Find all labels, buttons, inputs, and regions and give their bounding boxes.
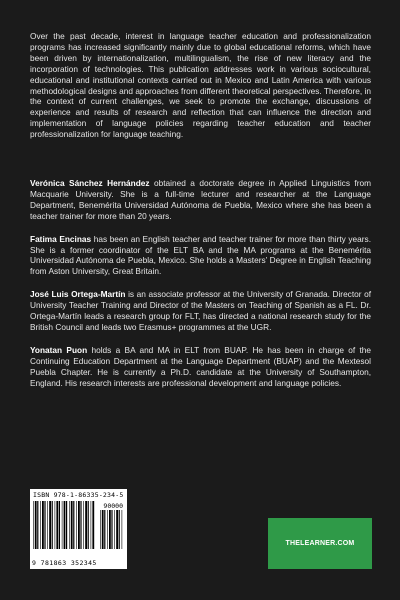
barcode-bars [33,501,95,559]
isbn-barcode [30,489,127,569]
author-bios [30,178,371,401]
barcode-bar [69,501,70,549]
isbn-label: ISBN 978-1-86335-234-5 [33,491,124,499]
barcode-bar [73,501,74,549]
publisher-website: THELEARNER.COM [285,540,355,547]
barcode-bar [119,510,120,549]
barcode-bar [62,501,63,549]
barcode-bar [100,510,101,549]
barcode-bar [71,501,73,549]
barcode-bar [56,501,58,549]
barcode-bar [102,510,104,549]
barcode-bar [116,510,118,549]
barcode-bar [107,510,108,549]
barcode-price-code: 90000 [103,502,123,510]
barcode-bar [111,510,112,549]
author-bio [30,289,371,333]
barcode-bar [40,501,41,549]
publisher-badge [268,518,372,569]
barcode-bar [80,501,81,549]
author-bio [30,345,371,389]
barcode-digits: 9 781863 352345 [32,559,97,567]
barcode-bar [35,501,37,549]
barcode-bar [85,501,87,549]
barcode-bar [52,501,53,549]
barcode-bar [91,501,92,549]
barcode-bar [64,501,66,549]
barcode-bar [42,501,44,549]
barcode-bar [78,501,80,549]
barcode-bar [109,510,111,549]
barcode-bar [114,510,115,549]
author-bio-text: has been an English teacher and teacher trainer for more than thirty years. She is a former coordinator of the ELT BA and the MA programs at the Benemérita Universidad Autónoma de Puebla, Mexico. She holds a Masters’ Degree in English Teaching from Aston University, Great Britain. [30,233,371,277]
barcode-bar [55,501,56,549]
barcode-bar [83,501,84,549]
barcode-addon-bars [100,510,124,559]
book-blurb: Over the past decade, interest in language teacher education and professionalization programs has increased significantly mainly due to global educational reforms, which have been driven by internationalization, multilingualism, the rise of new literacy and the incorporation of technologies. This publication addresses work in various sociocultural, educational and institutional contexts carried out in Mexico and Latin America with various methodological designs and approaches from different theoretical perspectives. Therefore, in the context of current challenges, we seek to promote the exchange, discussions of experience and results of research and reflection that can influence the direction and implementation of language policies regarding teacher education and teacher professionalization for language teaching. [30,31,371,140]
barcode-bar [76,501,77,549]
author-name: Fatima Encinas [30,233,92,244]
author-name: José Luis Ortega-Martín [30,289,126,300]
barcode-bar [104,510,105,549]
author-bio [30,234,371,278]
author-bio-text: holds a BA and MA in ELT from BUAP. He has been in charge of the Continuing Education Department at the Language Department (BUAP) and the Mextesol Puebla Chapter. He is currently a Ph.D. candidate at the University of Southampton, England. His research interests are professional development and language policies. [30,344,371,388]
barcode-bar [92,501,94,549]
barcode-bar [37,501,38,549]
author-name: Verónica Sánchez Hernández [30,178,150,188]
barcode-bar [49,501,51,549]
author-bio-text: is an associate professor at the University of Granada. Director of University Teacher Training and Director of the Masters on Teaching of Spanish as a FL. Dr. Ortega-Martín leads a research group for FLT, has directed a national research study for the British Council and leads two Erasmus+ programmes at the UGR. [30,289,371,332]
author-name: Yonatan Puon [30,344,88,355]
barcode-bar [33,501,34,549]
barcode-bar [44,501,45,549]
barcode-bar [122,510,123,549]
barcode-bar [66,501,67,549]
barcode-bar [47,501,48,549]
author-bio-text: obtained a doctorate degree in Applied Linguistics from Macquarie University. She is a full-time lecturer and researcher at the Language Department, Benemérita Universidad Autónoma de Puebla, Mexico where she has been a teacher trainer for more than 20 years. [30,178,372,221]
barcode-bar [88,501,89,549]
barcode-bar [59,501,60,549]
author-bio [30,178,371,222]
